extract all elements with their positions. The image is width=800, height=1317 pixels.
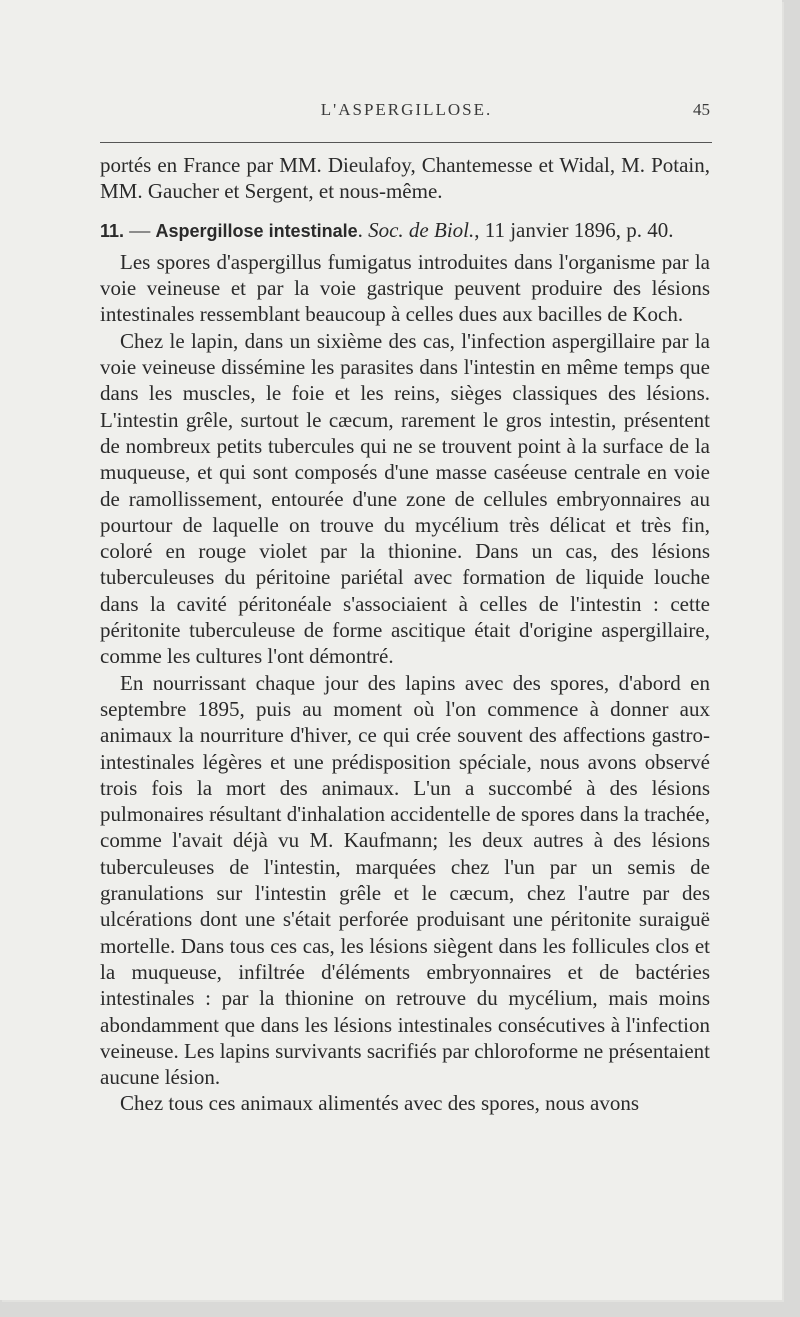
header-rule <box>100 142 712 143</box>
section-title: Aspergillose intestinale <box>155 220 358 241</box>
reference-details: , 11 janvier 1896, p. 40. <box>474 217 674 242</box>
page-header <box>103 100 710 130</box>
section-dash: — <box>124 217 156 242</box>
section-heading <box>100 217 710 244</box>
section-number: 11. <box>100 220 125 241</box>
page-number: 45 <box>693 100 710 119</box>
running-head: L'ASPERGILLOSE. <box>320 100 493 119</box>
paragraph-4: Chez tous ces animaux alimentés avec des spores, nous avons <box>120 1091 640 1116</box>
paragraph-continued: portés en France par MM. Dieulafoy, Chantemesse et Widal, M. Potain, MM. Gaucher et Sergent, et nous-même. <box>100 153 710 204</box>
paragraph-3: En nourrissant chaque jour des lapins avec des spores, d'abord en septembre 1895, puis au moment où l'on commence à donner aux animaux la nourriture d'hiver, ce qui crée souvent des affections gastro-intestinales légères et une prédisposition spéciale, nous avons observé trois fois la mort des animaux. L'un a succombé à des lésions pulmonaires résultant d'inhalation accidentelle de spores dans la trachée, comme l'avait déjà vu M. Kaufmann; les deux autres à des lésions tuberculeuses de l'intestin, marquées chez l'un par un semis de granulations sur l'intestin grêle et le cæcum, chez l'autre par des ulcérations dont une s'était perforée produisant une péritonite suraiguë mortelle. Dans tous ces cas, les lésions siègent dans les follicules clos et la muqueuse, infiltrée d'éléments embryonnaires et de bactéries intestinales : par la thionine on retrouve du mycélium, mais moins abondamment que dans les lésions intestinales consécutives à l'infection veineuse. Les lapins survivants sacrifiés par chloroforme ne présentaient aucune lésion. <box>100 670 710 1090</box>
reference-journal: Soc. de Biol. <box>368 217 475 242</box>
paragraph-2: Chez le lapin, dans un sixième des cas, l'infection aspergillaire par la voie veineuse dissémine les parasites dans l'intestin en même temps que dans les muscles, le foie et les reins, sièges classiques des lésions. L'intestin grêle, surtout le cæcum, rarement le gros intestin, présentent de nombreux petits tubercules qui ne se trouvent point à la surface de la muqueuse, et qui sont composés d'une masse caséeuse centrale en voie de ramollissement, entourée d'une zone de cellules embryonnaires au pourtour de laquelle on trouve du mycélium très délicat et très fin, coloré en rouge violet par la thionine. Dans un cas, des lésions tuberculeuses du péritoine pariétal avec formation de liquide louche dans la cavité péritonéale s'associaient à celles de l'intestin : cette péritonite tuberculeuse de forme ascitique était d'origine aspergillaire, comme les cultures l'ont démontré. <box>100 328 710 669</box>
paragraph-1: Les spores d'aspergillus fumigatus introduites dans l'organisme par la voie veineuse et par la voie gastrique peuvent produire des lésions intestinales ressemblant beaucoup à celles dues aux bacilles de Koch. <box>100 249 710 327</box>
section-title-punct: . <box>357 217 369 242</box>
body-text <box>100 152 710 1117</box>
